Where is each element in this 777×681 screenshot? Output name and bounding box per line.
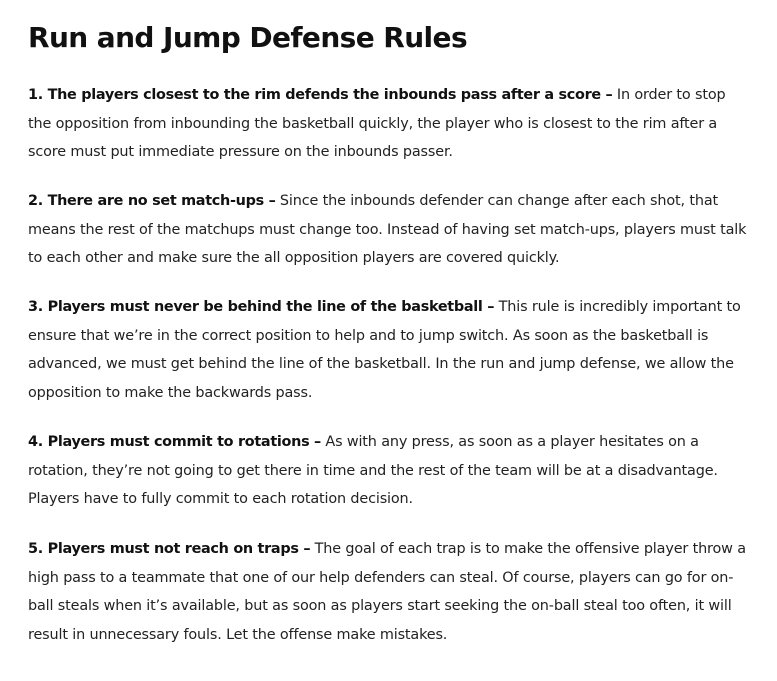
rule-text: This rule is incredibly important to ensure that we’re in the correct position to help and to jump switch. As soon as the basketball is advanced, we must get behind the line of the basketball. In the run and jump defense, we allow the opposition to make the backwards pass. (28, 299, 741, 401)
rule-paragraph-1 (28, 81, 750, 167)
rule-paragraph-4 (28, 428, 750, 514)
rule-heading: 5. Players must not reach on traps – (28, 541, 311, 557)
rule-heading: 2. There are no set match-ups – (28, 193, 276, 209)
rule-heading: 1. The players closest to the rim defends the inbounds pass after a score – (28, 87, 613, 103)
rule-heading: 4. Players must commit to rotations – (28, 434, 321, 450)
rule-text: In order to stop the opposition from inbounding the basketball quickly, the player who is closest to the rim after a score must put immediate pressure on the inbounds passer. (28, 87, 726, 161)
rule-heading: 3. Players must never be behind the line of the basketball – (28, 299, 495, 315)
rule-paragraph-3 (28, 293, 750, 407)
rule-text: Since the inbounds defender can change after each shot, that means the rest of the matchups must change too. Instead of having set match-ups, players must talk to each other and make sure the all opposition players are covered quickly. (28, 193, 747, 267)
page-title: Run and Jump Defense Rules (28, 21, 468, 54)
rule-text: The goal of each trap is to make the offensive player throw a high pass to a teammate that one of our help defenders can steal. Of course, players can go for on-ball steals when it’s available, but as soon as players start seeking the on-ball steal too often, it will result in unnecessary fouls. Let the offense make mistakes. (28, 541, 746, 643)
rule-paragraph-5 (28, 535, 750, 649)
rule-paragraph-2 (28, 187, 750, 273)
rule-text: As with any press, as soon as a player hesitates on a rotation, they’re not going to get there in time and the rest of the team will be at a disadvantage. Players have to fully commit to each rotation decision. (28, 434, 718, 508)
